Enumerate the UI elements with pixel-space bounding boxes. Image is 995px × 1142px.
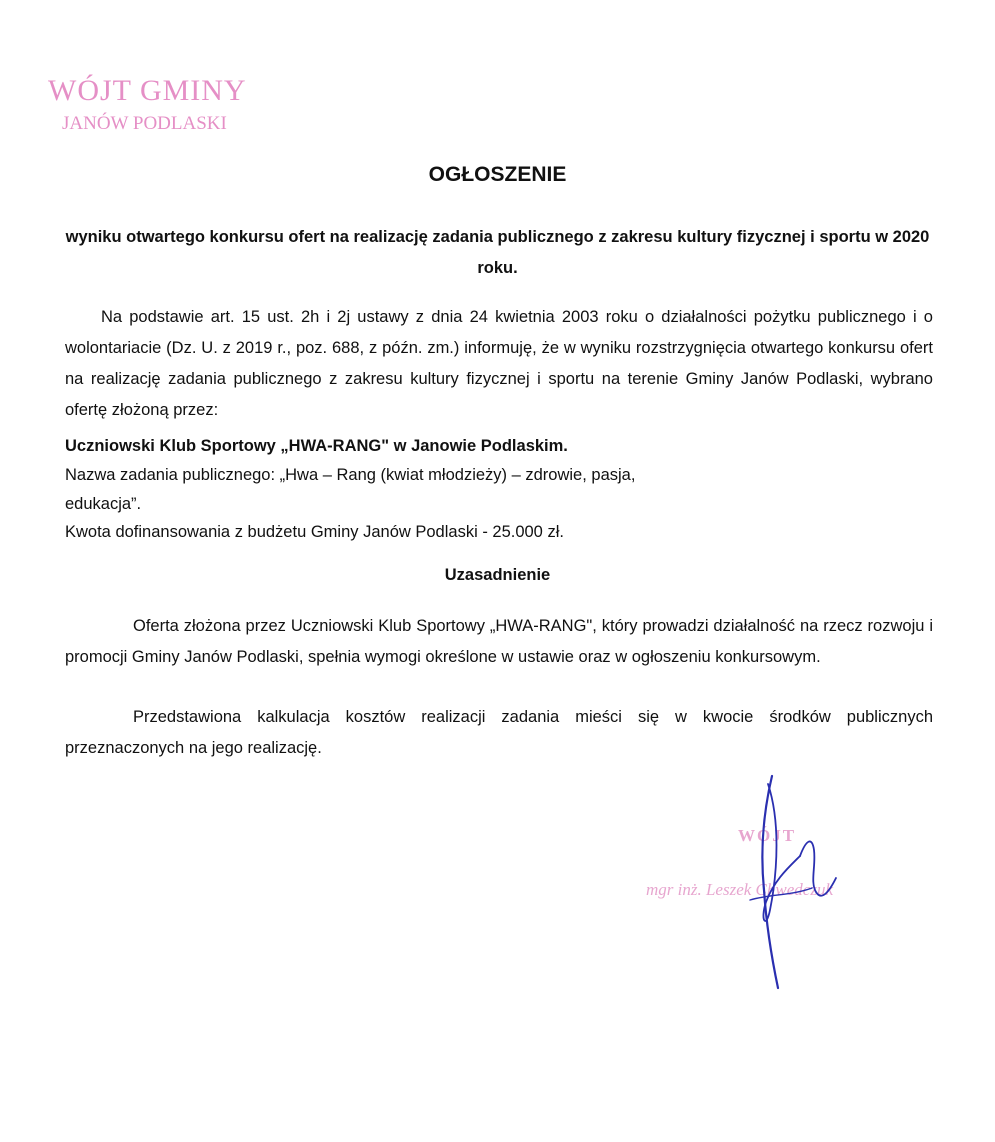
stamp-title: WÓJT xyxy=(738,826,797,845)
funding-amount: Kwota dofinansowania z budżetu Gminy Janów Podlaski - 25.000 zł. xyxy=(65,523,564,541)
justification-heading: Uzasadnienie xyxy=(444,566,551,584)
stamp-name: mgr inż. Leszek Chwedczuk xyxy=(646,880,833,899)
task-name-line-2: edukacja”. xyxy=(65,495,142,513)
document-subtitle: wyniku otwartego konkursu ofert na realizację zadania publicznego z zakresu kultury fizycznej i sportu w 2020 roku. xyxy=(65,228,930,277)
winner-organization: Uczniowski Klub Sportowy „HWA-RANG" w Janowie Podlaskim. xyxy=(65,437,568,455)
document-title: OGŁOSZENIE xyxy=(428,163,567,186)
task-name-line-1: Nazwa zadania publicznego: „Hwa – Rang (kwiat młodzieży) – zdrowie, pasja, xyxy=(65,466,636,484)
handwritten-signature xyxy=(720,770,860,1000)
intro-paragraph: Na podstawie art. 15 ust. 2h i 2j ustawy z dnia 24 kwietnia 2003 roku o działalności pożytku publicznego i o wolontariacie (Dz. U. z 2019 r., poz. 688, z późn. zm.) informuję, że w wyniku rozstrzygnięcia otwartego konkursu ofert na realizację zadania publicznego z zakresu kultury fizycznej i sportu na terenie Gminy Janów Podlaski, wybrano ofertę złożoną przez: xyxy=(65,308,933,419)
justification-paragraph-2: Przedstawiona kalkulacja kosztów realizacji zadania mieści się w kwocie środków publicznych przeznaczonych na jego realizację. xyxy=(65,708,933,757)
header-office-title: WÓJT GMINY xyxy=(48,74,247,107)
justification-paragraph-1: Oferta złożona przez Uczniowski Klub Sportowy „HWA-RANG", który prowadzi działalność na rzecz rozwoju i promocji Gminy Janów Podlaski, spełnia wymogi określone w ustawie oraz w ogłoszeniu konkursowym. xyxy=(65,617,933,666)
header-municipality: JANÓW PODLASKI xyxy=(62,113,227,134)
